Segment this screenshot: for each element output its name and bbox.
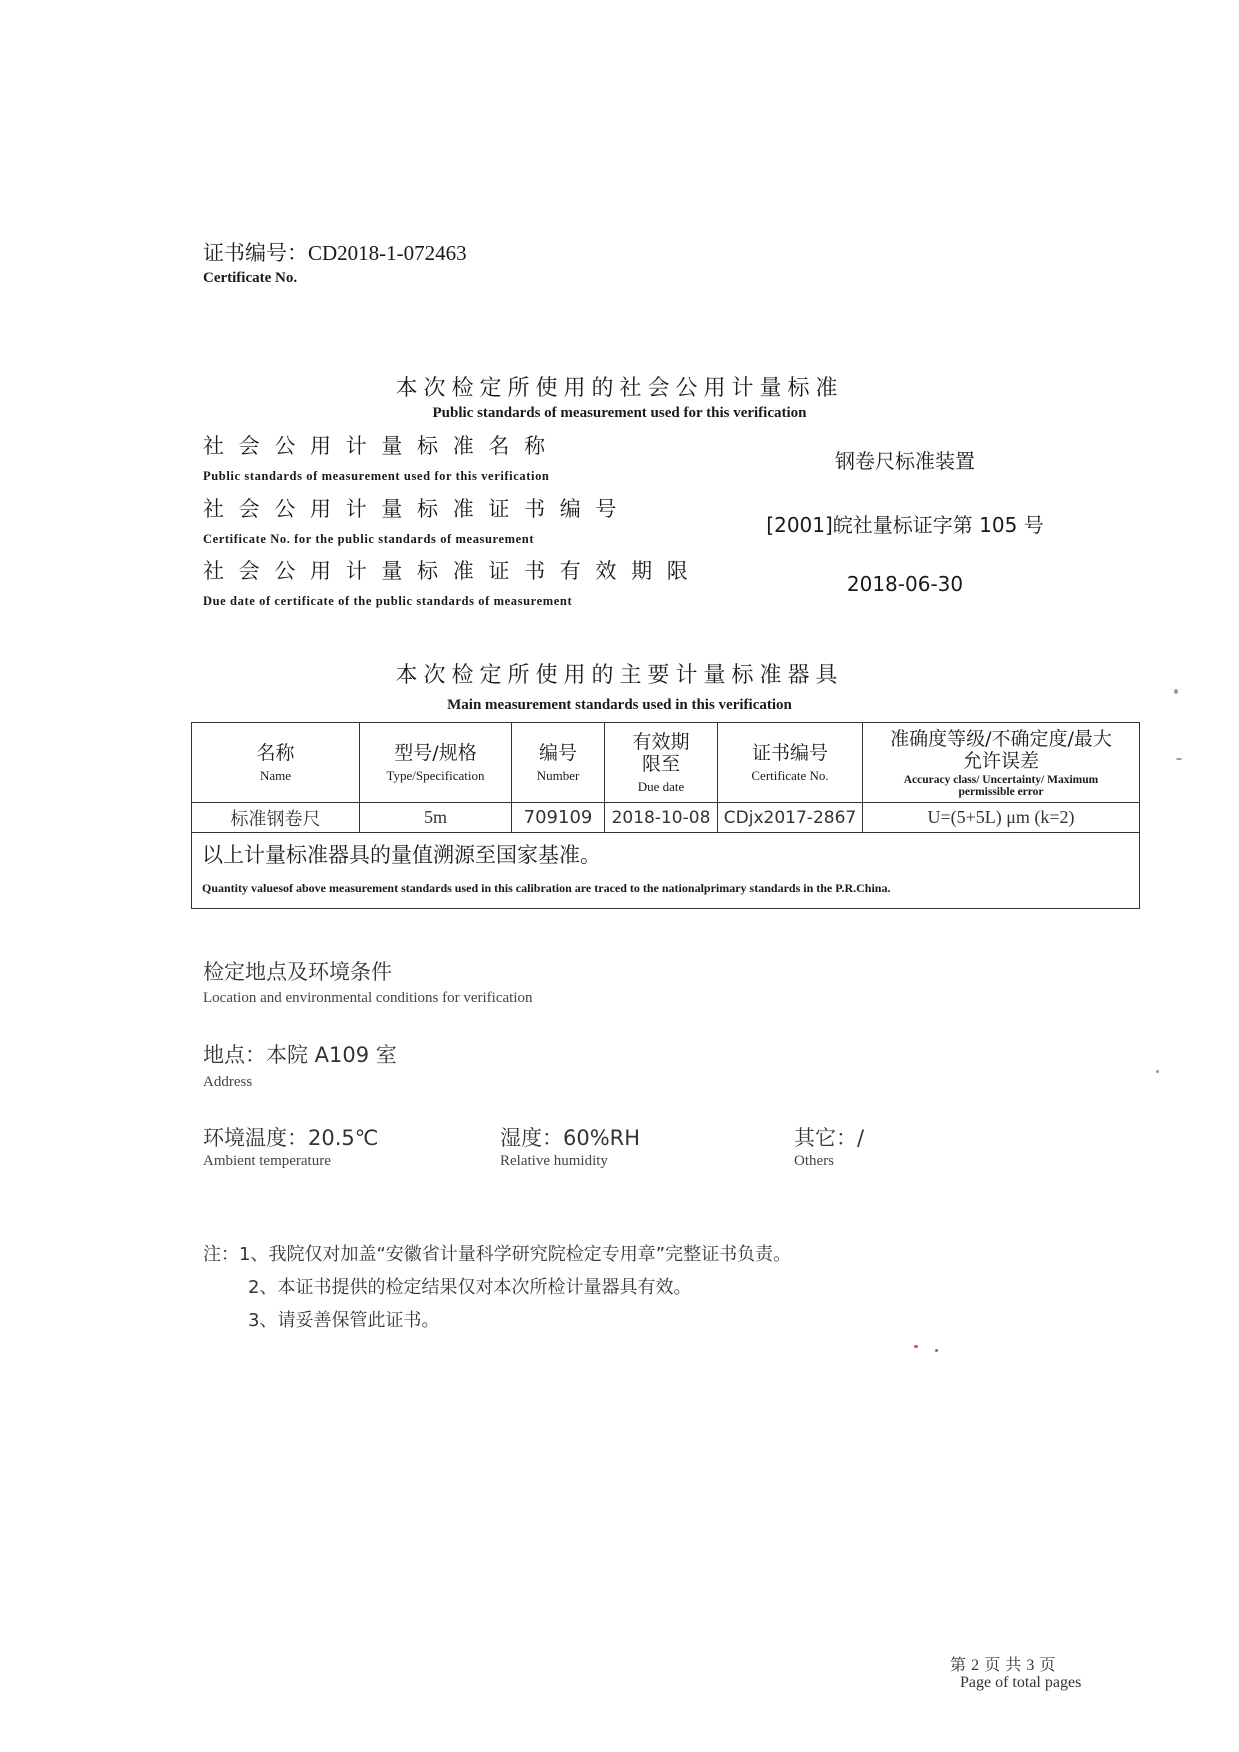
temperature-label-en: Ambient temperature — [203, 1153, 331, 1169]
cell-due-date: 2018-10-08 — [605, 803, 718, 833]
address-line — [203, 1039, 397, 1069]
note-3: 3、请妥善保管此证书。 — [248, 1310, 440, 1331]
public-standard-cert-no-label: 社 会 公 用 计 量 标 准 证 书 编 号 — [203, 497, 621, 521]
public-standard-due-date-label: 社 会 公 用 计 量 标 准 证 书 有 效 期 限 — [203, 559, 692, 583]
scan-speck — [1176, 758, 1182, 760]
page-total: 3 — [1026, 1657, 1035, 1674]
cell-name: 标准钢卷尺 — [192, 803, 360, 833]
cell-number: 709109 — [512, 803, 605, 833]
public-standards-heading: 本次检定所使用的社会公用计量标准 — [395, 376, 844, 401]
public-standards-heading-en: Public standards of measurement used for this verification — [432, 405, 807, 421]
public-standard-name-label-en: Public standards of measurement used for this verification — [203, 469, 550, 483]
public-standard-name-label: 社 会 公 用 计 量 标 准 名 称 — [203, 434, 550, 458]
column-header-type: 型号/规格 Type/Specification — [360, 723, 512, 803]
page-number-label-en: Page of total pages — [960, 1674, 1082, 1691]
column-header-number: 编号 Number — [512, 723, 605, 803]
temperature-label: 环境温度： — [203, 1126, 308, 1150]
column-header-name: 名称 Name — [192, 723, 360, 803]
address-label: 地点： — [203, 1043, 266, 1067]
column-header-certificate-no: 证书编号 Certificate No. — [718, 723, 863, 803]
scan-speck — [935, 1349, 938, 1352]
scan-speck — [1156, 1070, 1159, 1073]
certificate-number-label-en: Certificate No. — [203, 270, 298, 286]
temperature-value: 20.5℃ — [308, 1126, 379, 1150]
others-line — [794, 1122, 864, 1152]
traceability-cell — [192, 833, 1140, 909]
humidity-label-en: Relative humidity — [500, 1153, 608, 1169]
others-label: 其它： — [794, 1126, 857, 1150]
others-label-en: Others — [794, 1153, 834, 1169]
location-heading: 检定地点及环境条件 — [203, 960, 392, 984]
public-standard-cert-no-label-en: Certificate No. for the public standards of measurement — [203, 532, 535, 546]
others-value: / — [857, 1126, 865, 1150]
traceability-row — [192, 833, 1140, 909]
cell-type: 5m — [360, 803, 512, 833]
public-standard-cert-no-value: [2001]皖社量标证字第 105 号 — [766, 513, 1044, 537]
column-header-due-date: 有效期限至 Due date — [605, 723, 718, 803]
certificate-number-label: 证书编号： — [203, 241, 308, 265]
scan-speck — [914, 1345, 918, 1348]
certificate-number-line — [203, 237, 467, 267]
humidity-line — [500, 1122, 640, 1152]
humidity-label: 湿度： — [500, 1126, 563, 1150]
traceability-statement-en: Quantity valuesof above measurement standards used in this calibration are traced to the nationalprimary standards in the P.R.China. — [202, 881, 891, 895]
traceability-statement: 以上计量标准器具的量值溯源至国家基准。 — [202, 843, 601, 867]
note-2: 2、本证书提供的检定结果仅对本次所检计量器具有效。 — [248, 1277, 692, 1298]
table-header-row — [192, 723, 1140, 803]
humidity-value: 60%RH — [563, 1126, 641, 1150]
page-current: 2 — [971, 1657, 980, 1674]
address-label-en: Address — [203, 1074, 253, 1090]
temperature-line — [203, 1122, 378, 1152]
location-heading-en: Location and environmental conditions for verification — [203, 990, 533, 1006]
main-standards-heading: 本次检定所使用的主要计量标准器具 — [395, 663, 844, 688]
page-number-line: 第 2 页 共 3 页 — [950, 1655, 1056, 1674]
scan-speck — [1174, 689, 1178, 694]
address-value: 本院 A109 室 — [266, 1043, 397, 1067]
main-standards-heading-en: Main measurement standards used in this verification — [447, 697, 792, 713]
table-row — [192, 803, 1140, 833]
main-standards-table — [191, 722, 1140, 909]
public-standard-due-date-label-en: Due date of certificate of the public standards of measurement — [203, 594, 573, 608]
public-standard-due-date-value: 2018-06-30 — [846, 572, 964, 596]
cell-certificate-no: CDjx2017-2867 — [718, 803, 863, 833]
certificate-number-value: CD2018-1-072463 — [308, 241, 467, 265]
cell-accuracy: U=(5+5L) μm (k=2) — [863, 803, 1140, 833]
public-standard-name-value: 钢卷尺标准装置 — [835, 449, 975, 473]
column-header-accuracy: 准确度等级/不确定度/最大允许误差 Accuracy class/ Uncertainty/ Maximum permissible error — [863, 723, 1140, 803]
note-1: 注：1、我院仅对加盖“安徽省计量科学研究院检定专用章”完整证书负责。 — [203, 1244, 792, 1265]
